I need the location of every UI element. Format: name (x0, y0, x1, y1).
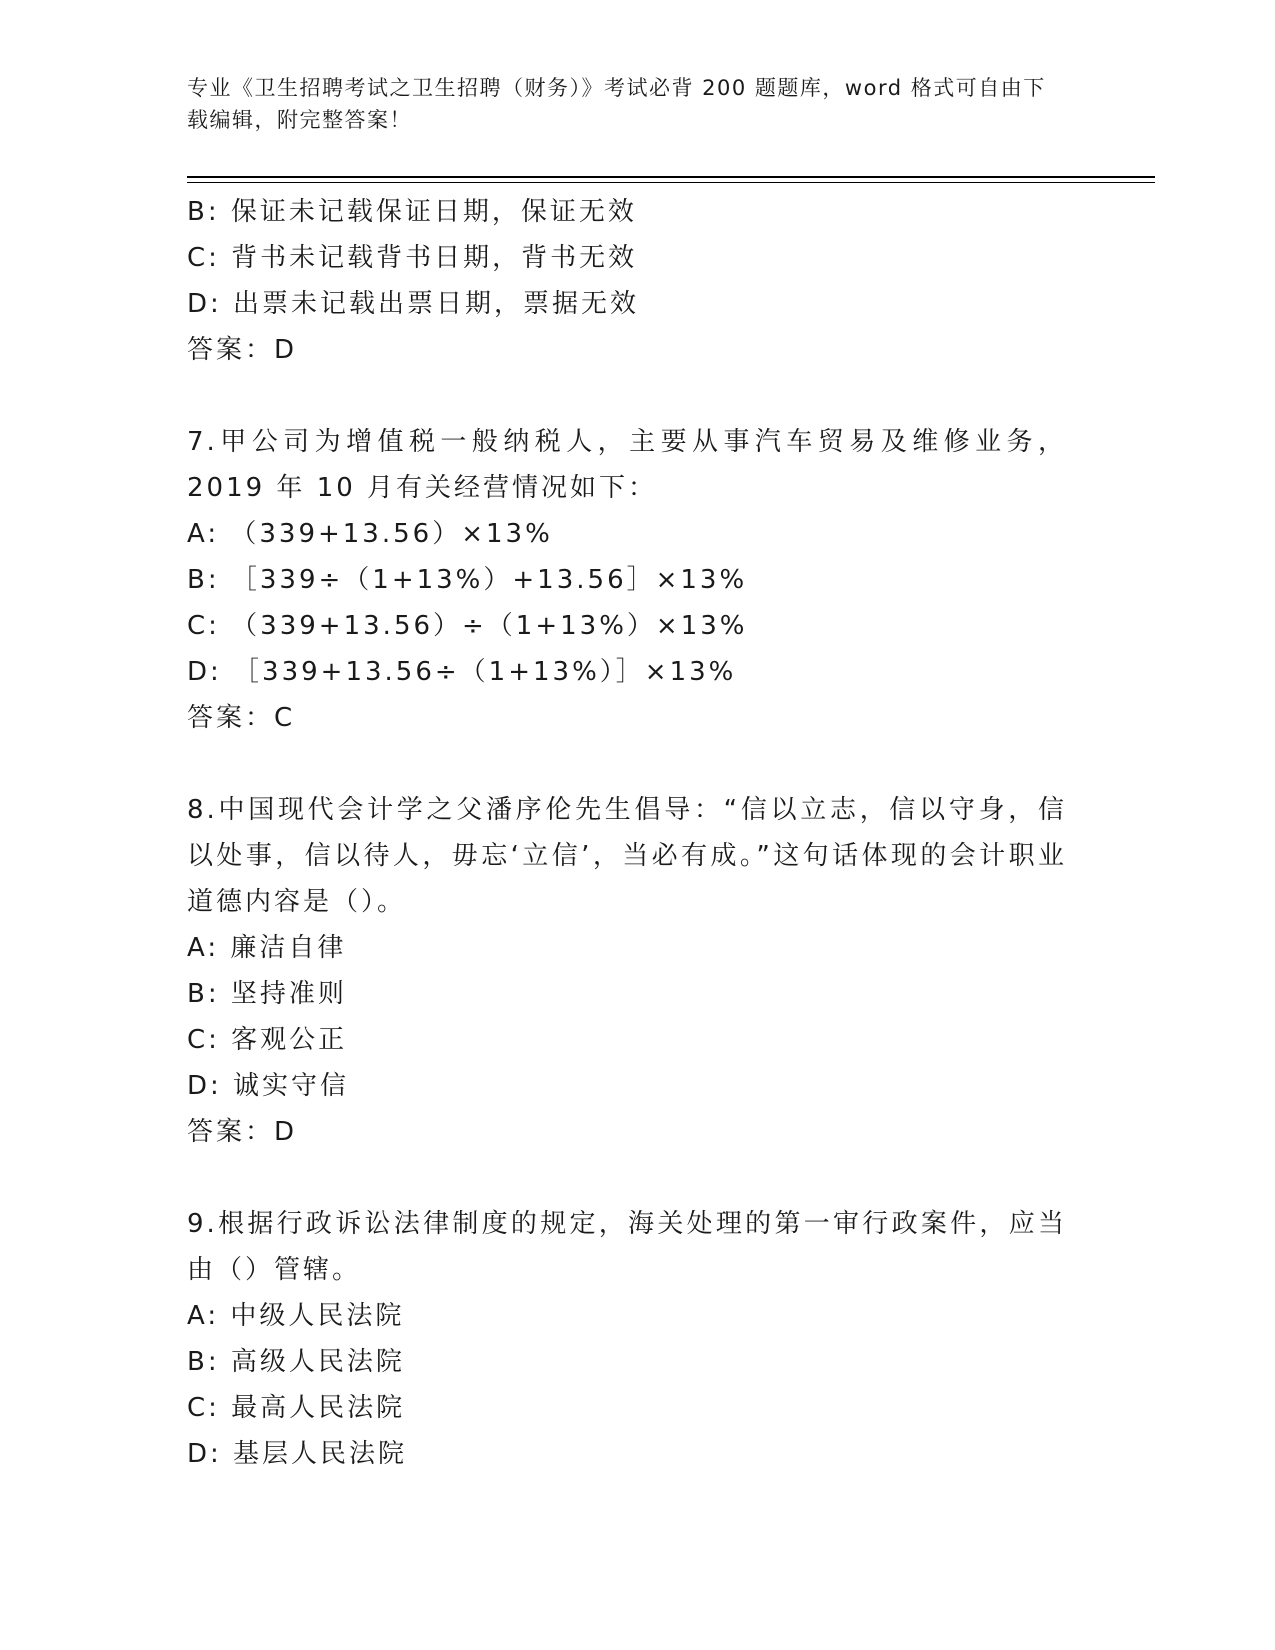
header-divider-thin (187, 182, 1155, 183)
question-6-tail (187, 189, 1067, 373)
question-stem: 7.甲公司为增值税一般纳税人，主要从事汽车贸易及维修业务，2019 年 10 月有关经营情况如下： (187, 427, 1067, 503)
header-divider-thick (187, 176, 1155, 178)
option-a: A: （339+13.56）×13% (187, 519, 553, 549)
option-b: B: 高级人民法院 (187, 1347, 405, 1377)
option-b: B: ［339÷（1+13%）+13.56］×13% (187, 565, 748, 595)
option-c: C: 背书未记载背书日期，背书无效 (187, 243, 638, 273)
document-header: 专业《卫生招聘考试之卫生招聘（财务）》考试必背 200 题题库，word 格式可自由下载编辑，附完整答案！ (187, 76, 1046, 132)
question-8 (187, 787, 1067, 1155)
spacer (187, 741, 1067, 787)
question-stem: 9.根据行政诉讼法律制度的规定，海关处理的第一审行政案件，应当由（）管辖。 (187, 1209, 1067, 1285)
option-a: A: 中级人民法院 (187, 1301, 405, 1331)
option-b: B: 保证未记载保证日期，保证无效 (187, 197, 637, 227)
option-d: D: ［339+13.56÷（1+13%）］×13% (187, 657, 737, 687)
answer: 答案：D (187, 335, 298, 365)
spacer (187, 373, 1067, 419)
answer: 答案：D (187, 1117, 298, 1147)
question-list (187, 189, 1067, 1477)
option-d: D: 基层人民法院 (187, 1439, 408, 1469)
question-stem: 8.中国现代会计学之父潘序伦先生倡导：“信以立志，信以守身，信以处事，信以待人，毋忘‘立信’，当必有成。”这句话体现的会计职业道德内容是（）。 (187, 795, 1067, 917)
option-c: C: 客观公正 (187, 1025, 348, 1055)
option-c: C: 最高人民法院 (187, 1393, 406, 1423)
spacer (187, 1155, 1067, 1201)
option-b: B: 坚持准则 (187, 979, 347, 1009)
option-d: D: 出票未记载出票日期，票据无效 (187, 289, 640, 319)
option-c: C: （339+13.56）÷（1+13%）×13% (187, 611, 748, 641)
question-9 (187, 1201, 1067, 1477)
question-7 (187, 419, 1067, 741)
option-a: A: 廉洁自律 (187, 933, 347, 963)
option-d: D: 诚实守信 (187, 1071, 350, 1101)
answer: 答案：C (187, 703, 296, 733)
